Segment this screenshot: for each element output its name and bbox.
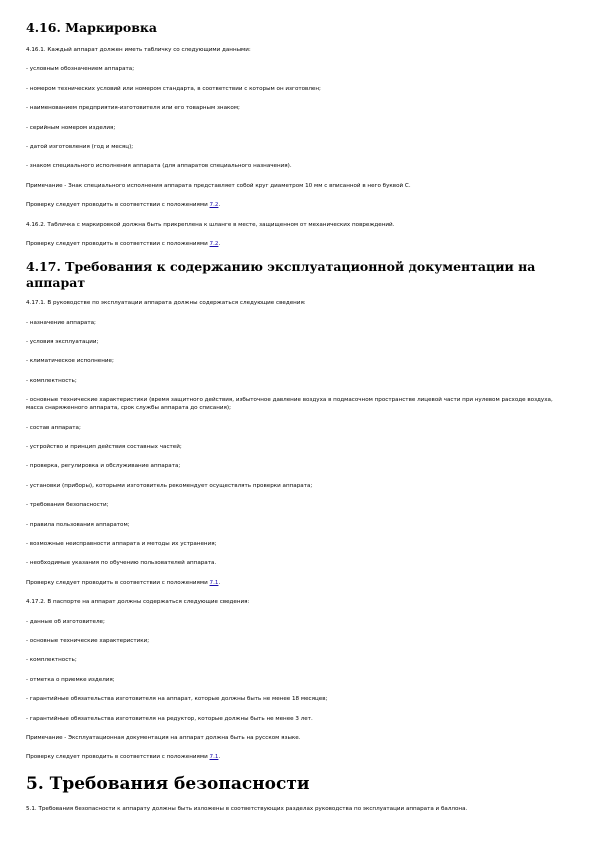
list-item: - условным обозначением аппарата;: [26, 66, 135, 73]
list-item: - климатическое исполнение;: [26, 358, 114, 365]
paragraph-4-16-2: 4.16.2. Табличка с маркировкой должна быть прикреплена к шланге в месте, защищенном от механических повреждений.: [26, 221, 395, 228]
list-item: - необходимые указания по обучению пользователей аппарата.: [26, 560, 217, 567]
list-item: - номером технических условий или номером стандарта, в соответствии с которым он изготовлен;: [26, 85, 321, 92]
list-item: - назначение аппарата;: [26, 319, 96, 326]
list-item: - требования безопасности;: [26, 502, 109, 509]
check-suffix: .: [218, 202, 221, 209]
paragraph-5-1: 5.1. Требования безопасности к аппарату должны быть изложены в соответствующих разделах руководства по эксплуатации аппарата и баллона.: [26, 805, 468, 812]
list-item: - проверка, регулировка и обслуживание аппарата;: [26, 463, 181, 470]
list-item: - основные технические характеристики (время защитного действия, избыточное давление воздуха в подмасочном пространстве лицевой части при нулевом расходе воздуха, масса снаряженного аппарата, срок службы аппарата до списания);: [26, 397, 553, 412]
list-item: - серийным номером изделия;: [26, 124, 116, 131]
list-item: - установки (приборы), которыми изготовитель рекомендует осуществлять проверки аппарата;: [26, 482, 313, 489]
check-paragraph: [26, 753, 569, 761]
paragraph-4-17-1: 4.17.1. В руководстве по эксплуатации аппарата должны содержаться следующие сведения:: [26, 300, 306, 307]
list-item: - состав аппарата;: [26, 424, 81, 431]
check-text: Проверку следует проводить в соответствии с положениями: [26, 754, 210, 761]
check-paragraph: [26, 240, 569, 248]
link-7-1[interactable]: 7.1: [209, 579, 219, 586]
list-item: - отметка о приемке изделия;: [26, 676, 115, 683]
check-paragraph: [26, 579, 569, 587]
section-5-heading: 5. Требования безопасности: [26, 773, 310, 794]
list-item: - возможные неисправности аппарата и методы их устранения;: [26, 540, 217, 547]
list-item: - знаком специального исполнения аппарата (для аппаратов специального назначения).: [26, 163, 292, 170]
link-7-1[interactable]: 7.1: [209, 754, 219, 761]
check-text: Проверку следует проводить в соответствии с положениями: [26, 579, 210, 586]
list-item: - гарантийные обязательства изготовителя на аппарат, которые должны быть не менее 18 месяцев;: [26, 696, 328, 703]
note-4-16: Примечание - Знак специального исполнения аппарата представляет собой круг диаметром 10 мм с вписанной в него буквой С.: [26, 182, 411, 189]
section-4-17-heading: 4.17. Требования к содержанию эксплуатационной документации на аппарат: [26, 259, 536, 291]
list-item: - правила пользования аппаратом;: [26, 521, 130, 528]
list-item: - наименованием предприятия-изготовителя или его товарным знаком;: [26, 105, 240, 112]
note-4-17: Примечание - Эксплуатационная документация на аппарат должна быть на русском языке.: [26, 734, 301, 741]
paragraph-4-17-2: 4.17.2. В паспорте на аппарат должны содержаться следующие сведения:: [26, 599, 250, 606]
check-suffix: .: [218, 579, 221, 586]
list-item: - комплектность;: [26, 377, 77, 384]
list-item: - датой изготовления (год и месяц);: [26, 143, 134, 150]
paragraph-4-16-1: 4.16.1. Каждый аппарат должен иметь табличку со следующими данными:: [26, 47, 251, 53]
link-7-2[interactable]: 7.2: [209, 240, 219, 247]
list-item: - данные об изготовителе;: [26, 618, 105, 625]
list-item: - устройство и принцип действия составных частей;: [26, 444, 182, 451]
list-item: - гарантийные обязательства изготовителя на редуктор, которые должны быть не менее 3 лет.: [26, 715, 313, 722]
link-7-2[interactable]: 7.2: [209, 202, 219, 209]
check-suffix: .: [218, 240, 221, 247]
check-suffix: .: [218, 754, 221, 761]
section-4-16-heading: 4.16. Маркировка: [26, 20, 158, 35]
list-item: - комплектность;: [26, 657, 77, 664]
list-item: - основные технические характеристики;: [26, 637, 150, 644]
list-item: - условия эксплуатации;: [26, 339, 99, 346]
check-paragraph: [26, 201, 569, 209]
check-text: Проверку следует проводить в соответствии с положениями: [26, 240, 210, 247]
check-text: Проверку следует проводить в соответствии с положениями: [26, 202, 210, 209]
